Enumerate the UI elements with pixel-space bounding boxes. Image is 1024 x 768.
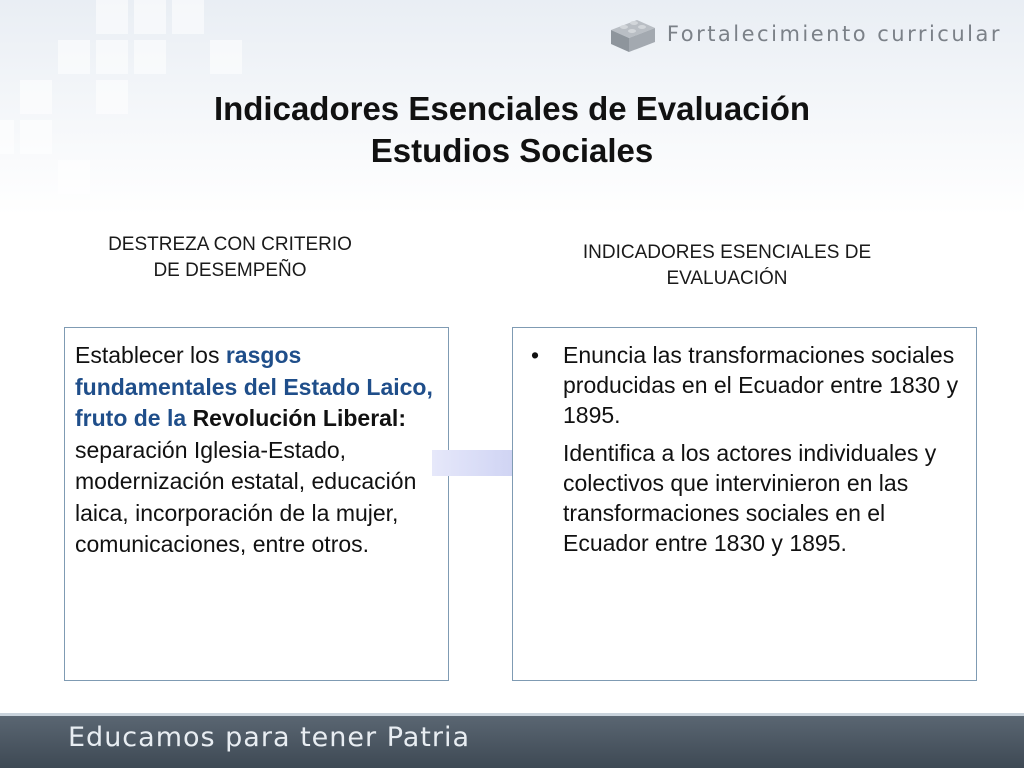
indicators-list (523, 340, 966, 558)
left-heading-line-2: DE DESEMPEÑO (153, 260, 307, 281)
footer-bar (0, 716, 1024, 768)
left-heading-line-1: DESTREZA CON CRITERIO (108, 234, 352, 255)
skill-criterion-text (75, 340, 438, 561)
right-heading-line-2: EVALUACIÓN (666, 268, 788, 289)
skill-intro: Establecer los (75, 342, 226, 368)
skill-rest: separación Iglesia-Estado, modernización estatal, educación laica, incorporación de la mujer, comunicaciones, entre otros. (75, 436, 417, 557)
skill-highlight-blue: rasgos fundamentales del Estado Laico, fruto de la (75, 342, 433, 431)
footer-slogan: Educamos para tener Patria (68, 722, 471, 753)
right-heading-line-1: INDICADORES ESENCIALES DE (582, 242, 872, 263)
lego-brick-icon (607, 12, 659, 56)
brand-logo-text: Fortalecimiento curricular (666, 22, 1002, 46)
skill-criterion-box (64, 327, 449, 681)
bullet-icon: • (531, 342, 540, 368)
title-line-1: Indicadores Esenciales de Evaluación (213, 90, 811, 127)
page-title (0, 88, 1024, 172)
indicator-text: Identifica a los actores individuales y colectivos que intervinieron en las transformaciones sociales en el Ecuador entre 1830 y 1895. (563, 440, 937, 556)
list-item (523, 340, 966, 430)
left-column-heading (60, 232, 400, 284)
brand-logo (607, 12, 1002, 56)
right-column-heading (512, 240, 942, 292)
title-line-2: Estudios Sociales (370, 132, 654, 169)
list-item (523, 438, 966, 558)
indicators-box (512, 327, 977, 681)
indicator-text: Enuncia las transformaciones sociales producidas en el Ecuador entre 1830 y 1895. (563, 342, 959, 428)
skill-highlight-bold: Revolución Liberal: (192, 405, 406, 431)
